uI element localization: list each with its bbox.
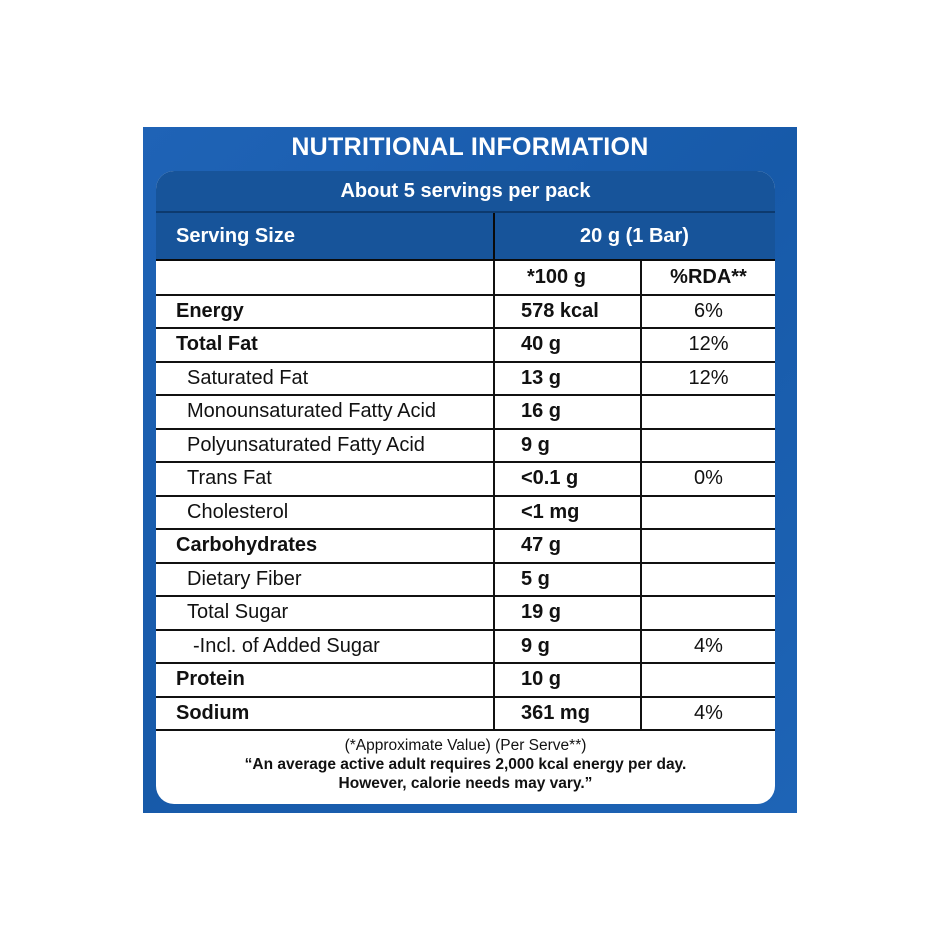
nutrient-rda bbox=[641, 596, 775, 630]
table-row bbox=[156, 395, 775, 429]
header-per-100g: *100 g bbox=[494, 261, 641, 295]
table-row bbox=[156, 496, 775, 530]
table-row bbox=[156, 462, 775, 496]
nutrient-name: Protein bbox=[156, 663, 494, 697]
table-row bbox=[156, 697, 775, 731]
nutrition-table bbox=[156, 261, 775, 731]
footnote-line-3: However, calorie needs may vary.” bbox=[338, 775, 593, 792]
nutrient-name: Cholesterol bbox=[156, 496, 494, 530]
serving-size-value: 20 g (1 Bar) bbox=[580, 224, 689, 247]
nutrient-amount: 5 g bbox=[494, 563, 641, 597]
nutrient-name: Saturated Fat bbox=[156, 362, 494, 396]
table-header-row bbox=[156, 261, 775, 295]
nutrient-amount: 9 g bbox=[494, 630, 641, 664]
footnote-line-2: “An average active adult requires 2,000 kcal energy per day. bbox=[244, 756, 687, 773]
nutrient-name: Carbohydrates bbox=[156, 529, 494, 563]
nutrient-name: Trans Fat bbox=[156, 462, 494, 496]
table-row bbox=[156, 563, 775, 597]
header-blank-cell bbox=[156, 261, 494, 295]
servings-per-pack: About 5 servings per pack bbox=[156, 171, 775, 211]
nutrient-rda bbox=[641, 395, 775, 429]
footnote bbox=[156, 736, 775, 793]
table-row bbox=[156, 429, 775, 463]
nutrient-amount: <0.1 g bbox=[494, 462, 641, 496]
page-title: NUTRITIONAL INFORMATION bbox=[291, 133, 649, 161]
nutrient-rda bbox=[641, 529, 775, 563]
nutrient-rda: 4% bbox=[641, 697, 775, 731]
nutrient-amount: 10 g bbox=[494, 663, 641, 697]
nutrient-rda: 4% bbox=[641, 630, 775, 664]
nutrient-amount: 361 mg bbox=[494, 697, 641, 731]
nutrient-amount: 40 g bbox=[494, 328, 641, 362]
table-row bbox=[156, 529, 775, 563]
nutrient-name: Monounsaturated Fatty Acid bbox=[156, 395, 494, 429]
nutrient-amount: 16 g bbox=[494, 395, 641, 429]
nutrient-name: Total Sugar bbox=[156, 596, 494, 630]
nutrient-amount: 578 kcal bbox=[494, 295, 641, 329]
nutrient-rda: 0% bbox=[641, 462, 775, 496]
table-row bbox=[156, 295, 775, 329]
nutrient-amount: 13 g bbox=[494, 362, 641, 396]
nutrient-name: -Incl. of Added Sugar bbox=[156, 630, 494, 664]
nutrition-card bbox=[156, 171, 775, 804]
nutrient-name: Total Fat bbox=[156, 328, 494, 362]
nutrient-rda bbox=[641, 496, 775, 530]
table-row bbox=[156, 630, 775, 664]
nutrient-rda: 12% bbox=[641, 328, 775, 362]
serving-size-label: Serving Size bbox=[176, 224, 295, 247]
nutrient-amount: 19 g bbox=[494, 596, 641, 630]
nutrient-amount: 47 g bbox=[494, 529, 641, 563]
nutrient-rda: 12% bbox=[641, 362, 775, 396]
nutrient-name: Polyunsaturated Fatty Acid bbox=[156, 429, 494, 463]
table-row bbox=[156, 663, 775, 697]
nutrient-name: Dietary Fiber bbox=[156, 563, 494, 597]
nutrient-rda: 6% bbox=[641, 295, 775, 329]
nutrient-amount: <1 mg bbox=[494, 496, 641, 530]
nutrient-rda bbox=[641, 429, 775, 463]
table-row bbox=[156, 362, 775, 396]
nutrient-name: Energy bbox=[156, 295, 494, 329]
nutrient-amount: 9 g bbox=[494, 429, 641, 463]
nutrient-name: Sodium bbox=[156, 697, 494, 731]
serving-size-row bbox=[156, 211, 775, 261]
nutrient-rda bbox=[641, 663, 775, 697]
table-row bbox=[156, 596, 775, 630]
nutrient-rda bbox=[641, 563, 775, 597]
table-row bbox=[156, 328, 775, 362]
footnote-line-1: (*Approximate Value) (Per Serve**) bbox=[344, 737, 587, 754]
header-rda: %RDA** bbox=[641, 261, 775, 295]
